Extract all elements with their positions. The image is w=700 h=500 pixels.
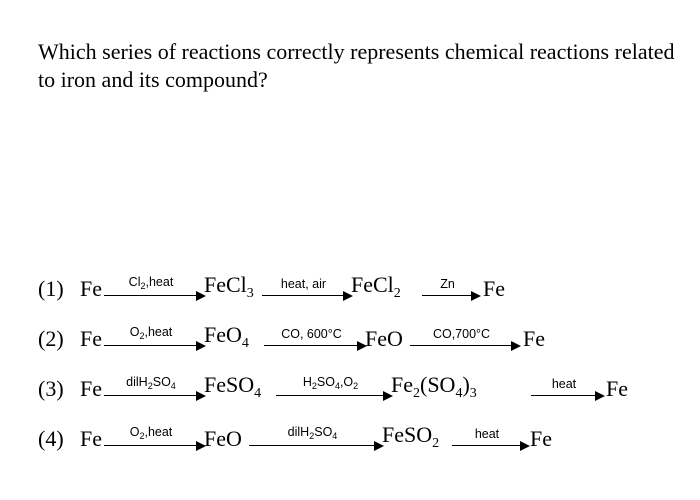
arrow-condition: CO, 600°C xyxy=(281,327,342,341)
species-product: $Fe_2(SO_4)_3$ xyxy=(391,372,477,401)
arrow-line xyxy=(104,345,198,346)
arrow-condition: heat, air xyxy=(280,277,327,291)
species-fe-end: Fe xyxy=(606,376,628,401)
species-product: FeCl$_2$ xyxy=(351,272,401,301)
species-fe-start: Fe xyxy=(80,426,102,451)
arrow-head-icon xyxy=(511,341,521,351)
species-product: FeO xyxy=(365,326,403,351)
species-fe-end: Fe xyxy=(523,326,545,351)
species-product: FeO xyxy=(204,426,242,451)
species-product: FeO$_4$ xyxy=(204,322,249,351)
reaction-arrow xyxy=(104,370,206,396)
reaction-arrow xyxy=(104,320,206,346)
arrow-line xyxy=(262,295,345,296)
arrow-line xyxy=(249,445,376,446)
reaction-number: (1) xyxy=(38,276,64,301)
arrow-condition: heat xyxy=(474,427,500,441)
reaction-arrow xyxy=(104,420,206,446)
arrow-condition: CO,700°C xyxy=(432,327,491,341)
reaction-arrow xyxy=(452,420,530,446)
arrow-condition: $dilH_2SO_4$ xyxy=(287,425,338,441)
reaction-arrow xyxy=(531,370,605,396)
arrow-condition: $O_2,heat$ xyxy=(129,425,173,441)
reaction-number: (3) xyxy=(38,376,64,401)
reaction-arrow xyxy=(276,370,393,396)
arrow-line xyxy=(104,295,198,296)
arrow-line xyxy=(452,445,522,446)
arrow-line xyxy=(531,395,597,396)
species-fe-end: Fe xyxy=(530,426,552,451)
arrow-line xyxy=(104,395,198,396)
species-fe-start: Fe xyxy=(80,326,102,351)
arrow-line xyxy=(276,395,385,396)
arrow-line xyxy=(104,445,198,446)
arrow-head-icon xyxy=(520,441,530,451)
reaction-arrow xyxy=(264,320,367,346)
species-fe-end: Fe xyxy=(483,276,505,301)
arrow-line xyxy=(410,345,513,346)
reaction-number: (4) xyxy=(38,426,64,451)
reaction-4 xyxy=(38,418,678,458)
arrow-condition: $dilH_2SO_4$ xyxy=(126,375,176,391)
arrow-line xyxy=(422,295,473,296)
arrow-condition: $O_2,heat$ xyxy=(129,325,173,341)
reaction-1 xyxy=(38,268,678,308)
species-fe-start: Fe xyxy=(80,276,102,301)
arrow-head-icon xyxy=(471,291,481,301)
reaction-2 xyxy=(38,318,678,358)
reaction-arrow xyxy=(249,420,384,446)
arrow-condition: Zn xyxy=(440,277,455,291)
arrow-condition: heat xyxy=(551,377,577,391)
species-product: FeCl$_3$ xyxy=(204,272,254,301)
reaction-number: (2) xyxy=(38,326,64,351)
arrow-head-icon xyxy=(595,391,605,401)
species-fe-start: Fe xyxy=(80,376,102,401)
reaction-3 xyxy=(38,368,678,408)
question-text: Which series of reactions correctly represents chemical reactions related to iron and its compound? xyxy=(38,39,675,92)
reaction-arrow xyxy=(422,270,481,296)
reaction-arrow xyxy=(104,270,206,296)
reaction-arrow xyxy=(410,320,521,346)
species-product: FeSO$_2$ xyxy=(382,422,440,451)
reaction-arrow xyxy=(262,270,353,296)
arrow-condition: $Cl_2,heat$ xyxy=(128,275,174,291)
arrow-line xyxy=(264,345,359,346)
species-product: FeSO$_4$ xyxy=(204,372,262,401)
arrow-condition: $H_2SO_4,O_2$ xyxy=(302,375,359,391)
